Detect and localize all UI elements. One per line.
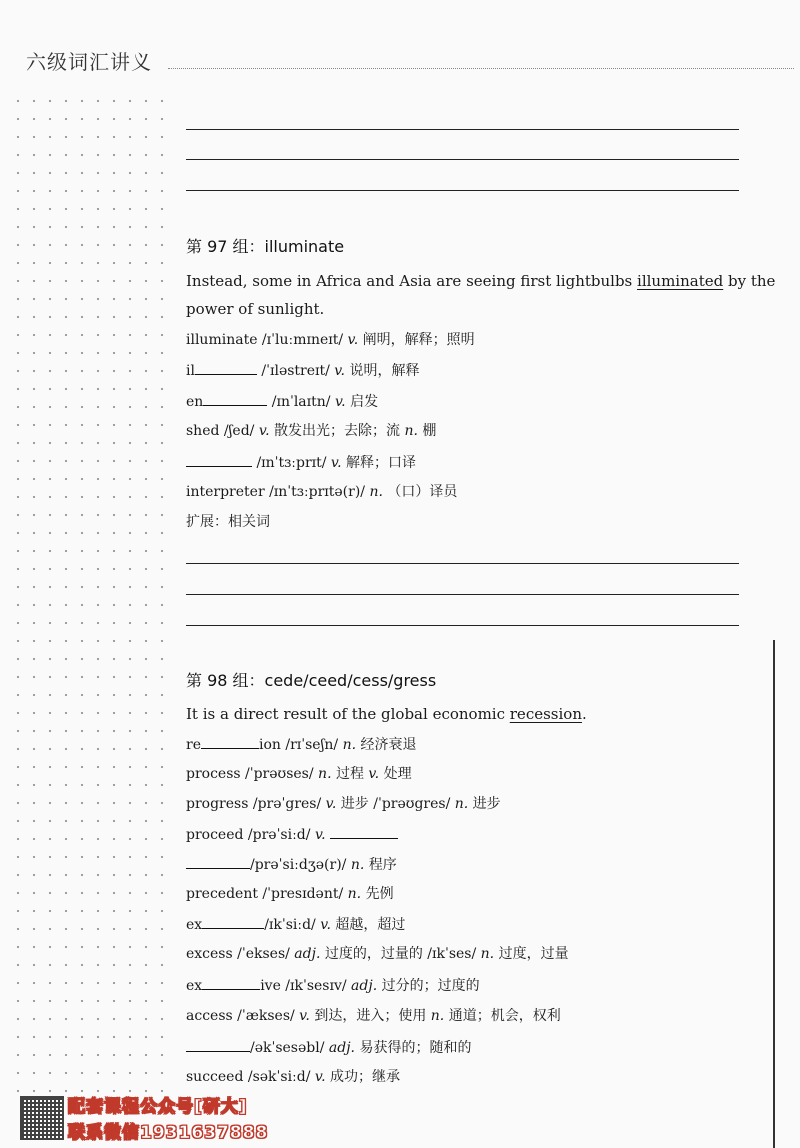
meaning: 散发出光；去除；流 <box>269 423 405 439</box>
meaning: 过分的；过度的 <box>377 978 480 994</box>
part-of-speech: v. <box>334 394 346 410</box>
part-of-speech: adj. <box>328 1040 355 1056</box>
entry-word: access <box>186 1008 233 1024</box>
phonetic: /ʃed/ <box>219 423 259 439</box>
meaning: 处理 <box>379 766 412 782</box>
part-of-speech: n. <box>318 766 332 782</box>
meaning: 易获得的；随和的 <box>355 1040 472 1056</box>
fill-blank[interactable] <box>330 824 398 839</box>
entry-proceed <box>186 824 398 845</box>
page-edge-line <box>773 640 775 1148</box>
meaning: 棚 <box>417 423 437 439</box>
phonetic: /prəˈsiːdʒə(r)/ <box>250 857 351 873</box>
meaning: 经济衰退 <box>356 737 417 753</box>
entry-accessible-blank <box>186 1037 471 1058</box>
entry-word: interpreter <box>186 484 265 500</box>
fill-blank[interactable] <box>186 452 252 467</box>
meaning: 说明，解释 <box>345 363 420 379</box>
entry-word: excess <box>186 946 233 962</box>
entry-process <box>186 764 412 784</box>
extension-label: 扩展：相关词 <box>186 514 270 530</box>
entry-recession-blank <box>186 734 416 755</box>
example-sentence <box>186 271 775 291</box>
promo-line-2: 联系微信1931637888 <box>68 1123 269 1143</box>
fill-blank[interactable] <box>202 914 264 929</box>
part-of-speech: v. <box>320 917 331 933</box>
phonetic: /prəˈsiːd/ <box>243 827 315 843</box>
phonetic: /ˈekses/ <box>232 946 295 962</box>
prefix: ex <box>186 917 203 933</box>
entry-interpret-blank <box>186 452 416 473</box>
fill-blank[interactable] <box>195 360 257 375</box>
prefix: en <box>186 394 204 410</box>
fill-blank[interactable] <box>202 975 260 990</box>
phonetic: /ˈɪləstreɪt/ <box>256 363 335 379</box>
phonetic: /ɪˈluːmɪneɪt/ <box>257 332 348 348</box>
entry-word: progress <box>186 796 249 812</box>
qr-code-icon <box>20 1096 64 1140</box>
sentence-text: Instead, some in Africa and Asia are seeing first lightbulbs <box>186 272 638 290</box>
entry-illuminate <box>186 330 475 350</box>
part-of-speech: adj. <box>351 978 378 994</box>
entry-word: proceed <box>186 827 244 843</box>
part-of-speech: v. <box>330 455 342 471</box>
fill-blank[interactable] <box>186 1037 250 1052</box>
entry-access <box>186 1006 561 1026</box>
part-of-speech: adj. <box>294 946 321 962</box>
meaning: 启发 <box>345 394 379 410</box>
phonetic: /ˈprəʊses/ <box>240 766 319 782</box>
entry-succeed <box>186 1067 400 1087</box>
writing-line <box>186 190 739 191</box>
phonetic: /ɪnˈtɜːprɪtə(r)/ <box>264 484 370 500</box>
writing-line <box>186 159 739 160</box>
entry-word: process <box>186 766 241 782</box>
entry-shed <box>186 421 436 441</box>
part-of-speech: n. <box>347 886 362 902</box>
part-of-speech: v. <box>325 796 337 812</box>
entry-word: succeed <box>186 1069 244 1085</box>
meaning: 进步 <box>468 796 501 812</box>
group-98-heading: 第 98 组：cede/ceed/cess/gress <box>186 671 437 690</box>
part-of-speech: v. <box>368 766 380 782</box>
phonetic: /ˈækses/ <box>232 1008 300 1024</box>
meaning: 通道；机会，权利 <box>444 1008 561 1024</box>
writing-line <box>186 563 739 564</box>
meaning: 进步 /ˈprəʊgres/ <box>336 796 455 812</box>
part-of-speech: v. <box>314 1069 326 1085</box>
part-of-speech: n. <box>430 1008 445 1024</box>
entry-exceed-blank <box>186 914 405 935</box>
header-title: 六级词汇讲义 <box>26 50 152 74</box>
example-sentence-line2: power of sunlight. <box>186 300 325 318</box>
phonetic: /əkˈsesəbl/ <box>250 1040 329 1056</box>
prefix: il <box>186 363 195 379</box>
suffix: ive <box>260 978 281 994</box>
part-of-speech: v. <box>299 1008 310 1024</box>
phonetic: /ɪnˈlaɪtn/ <box>267 394 335 410</box>
entry-procedure-blank <box>186 854 397 875</box>
sentence-text: by the <box>723 272 776 290</box>
suffix: ion <box>258 737 281 753</box>
phonetic: /rɪˈseʃn/ <box>280 737 343 753</box>
part-of-speech: v. <box>314 827 326 843</box>
writing-line <box>186 129 739 130</box>
entry-excessive-blank <box>186 975 480 996</box>
part-of-speech: v. <box>334 363 345 379</box>
meaning: 阐明，解释；照明 <box>358 332 475 348</box>
phonetic: /ɪkˈsiːd/ <box>264 917 321 933</box>
meaning: 先例 <box>361 886 394 902</box>
meaning: 成功；继承 <box>325 1069 401 1085</box>
part-of-speech: v. <box>258 423 270 439</box>
keyword: illuminated <box>637 272 724 290</box>
part-of-speech: n. <box>480 946 495 962</box>
meaning: 超越，超过 <box>330 917 406 933</box>
sentence-text: . <box>581 705 587 723</box>
meaning: 解释；口译 <box>341 455 417 471</box>
header-rule <box>168 68 794 69</box>
part-of-speech: v. <box>347 332 359 348</box>
meaning: （口）译员 <box>382 484 458 500</box>
promo-line-1: 配套课程公众号[研大] <box>68 1097 248 1117</box>
entry-progress <box>186 794 501 814</box>
example-sentence <box>186 704 587 724</box>
prefix: re <box>186 737 201 753</box>
entry-interpreter <box>186 482 457 502</box>
entry-excess <box>186 944 569 964</box>
phonetic: /ɪnˈtɜːprɪt/ <box>252 455 331 471</box>
entry-precedent <box>186 884 394 904</box>
part-of-speech: n. <box>350 857 365 873</box>
writing-line <box>186 594 739 595</box>
phonetic: /ˈpresɪdənt/ <box>257 886 348 902</box>
phonetic: /səkˈsiːd/ <box>243 1069 315 1085</box>
entry-word: precedent <box>186 886 258 902</box>
fill-blank[interactable] <box>186 854 250 869</box>
meaning: 过度，过量 <box>494 946 569 962</box>
group-97-heading: 第 97 组：illuminate <box>186 237 345 256</box>
writing-line <box>186 625 739 626</box>
meaning: 程序 <box>364 857 397 873</box>
sentence-text: It is a direct result of the global economic <box>186 705 510 723</box>
meaning: 过程 <box>331 766 369 782</box>
fill-blank[interactable] <box>201 734 259 749</box>
entry-word: shed <box>186 423 220 439</box>
part-of-speech: n. <box>342 737 357 753</box>
part-of-speech: n. <box>369 484 383 500</box>
entry-il-blank <box>186 360 419 381</box>
entry-word: illuminate <box>186 332 258 348</box>
keyword: recession <box>509 705 582 723</box>
entry-en-blank <box>186 391 378 412</box>
part-of-speech: n. <box>404 423 418 439</box>
part-of-speech: n. <box>454 796 469 812</box>
fill-blank[interactable] <box>203 391 267 406</box>
meaning: 到达，进入；使用 <box>309 1008 431 1024</box>
meaning: 过度的，过量的 /ɪkˈses/ <box>320 946 481 962</box>
prefix: ex <box>186 978 203 994</box>
phonetic: /ɪkˈsesɪv/ <box>280 978 352 994</box>
dot-grid-margin <box>10 92 170 1092</box>
phonetic: /prəˈgres/ <box>248 796 326 812</box>
